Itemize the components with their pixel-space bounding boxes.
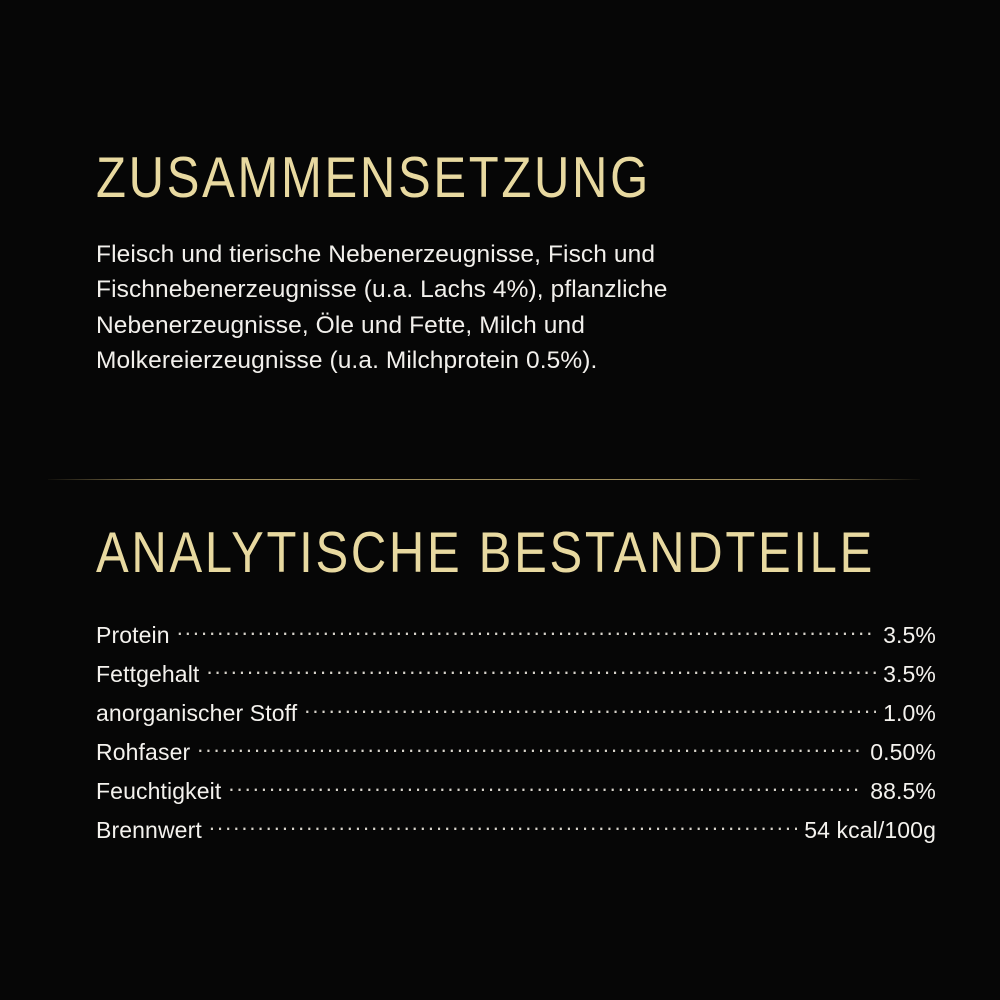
nutrient-value: 3.5%	[883, 661, 936, 687]
leader-dots	[228, 776, 863, 799]
list-item	[96, 659, 936, 698]
nutrient-value: 88.5%	[870, 778, 936, 804]
leader-dots	[177, 620, 876, 643]
composition-heading: ZUSAMMENSETZUNG	[96, 146, 651, 211]
nutrient-value: 0.50%	[870, 739, 936, 765]
nutrient-value: 54 kcal/100g	[804, 817, 936, 843]
nutrient-label: Brennwert	[96, 817, 202, 843]
nutrition-list	[96, 620, 936, 854]
section-divider	[48, 479, 920, 480]
list-item	[96, 620, 936, 659]
nutrient-label: anorganischer Stoff	[96, 700, 298, 726]
analytical-section	[96, 521, 946, 854]
leader-dots	[197, 737, 863, 760]
nutrient-label: Fettgehalt	[96, 661, 200, 687]
composition-section	[96, 146, 916, 378]
list-item	[96, 776, 936, 815]
list-item	[96, 698, 936, 737]
nutrient-value: 3.5%	[883, 622, 936, 648]
leader-dots	[304, 698, 876, 721]
leader-dots	[209, 815, 797, 838]
leader-dots	[206, 659, 876, 682]
nutrient-label: Rohfaser	[96, 739, 191, 765]
composition-text: Fleisch und tierische Nebenerzeugnisse, Fisch und Fischnebenerzeugnisse (u.a. Lachs 4%), pflanzliche Nebenerzeugnisse, Öle und Fette, Milch und Molkereierzeugnisse (u.a. Milchprotein 0.5%).	[96, 241, 668, 374]
list-item	[96, 737, 936, 776]
nutrient-value: 1.0%	[883, 700, 936, 726]
list-item	[96, 815, 936, 854]
nutrient-label: Protein	[96, 622, 170, 648]
analytical-heading: ANALYTISCHE BESTANDTEILE	[96, 521, 875, 586]
nutrient-label: Feuchtigkeit	[96, 778, 222, 804]
